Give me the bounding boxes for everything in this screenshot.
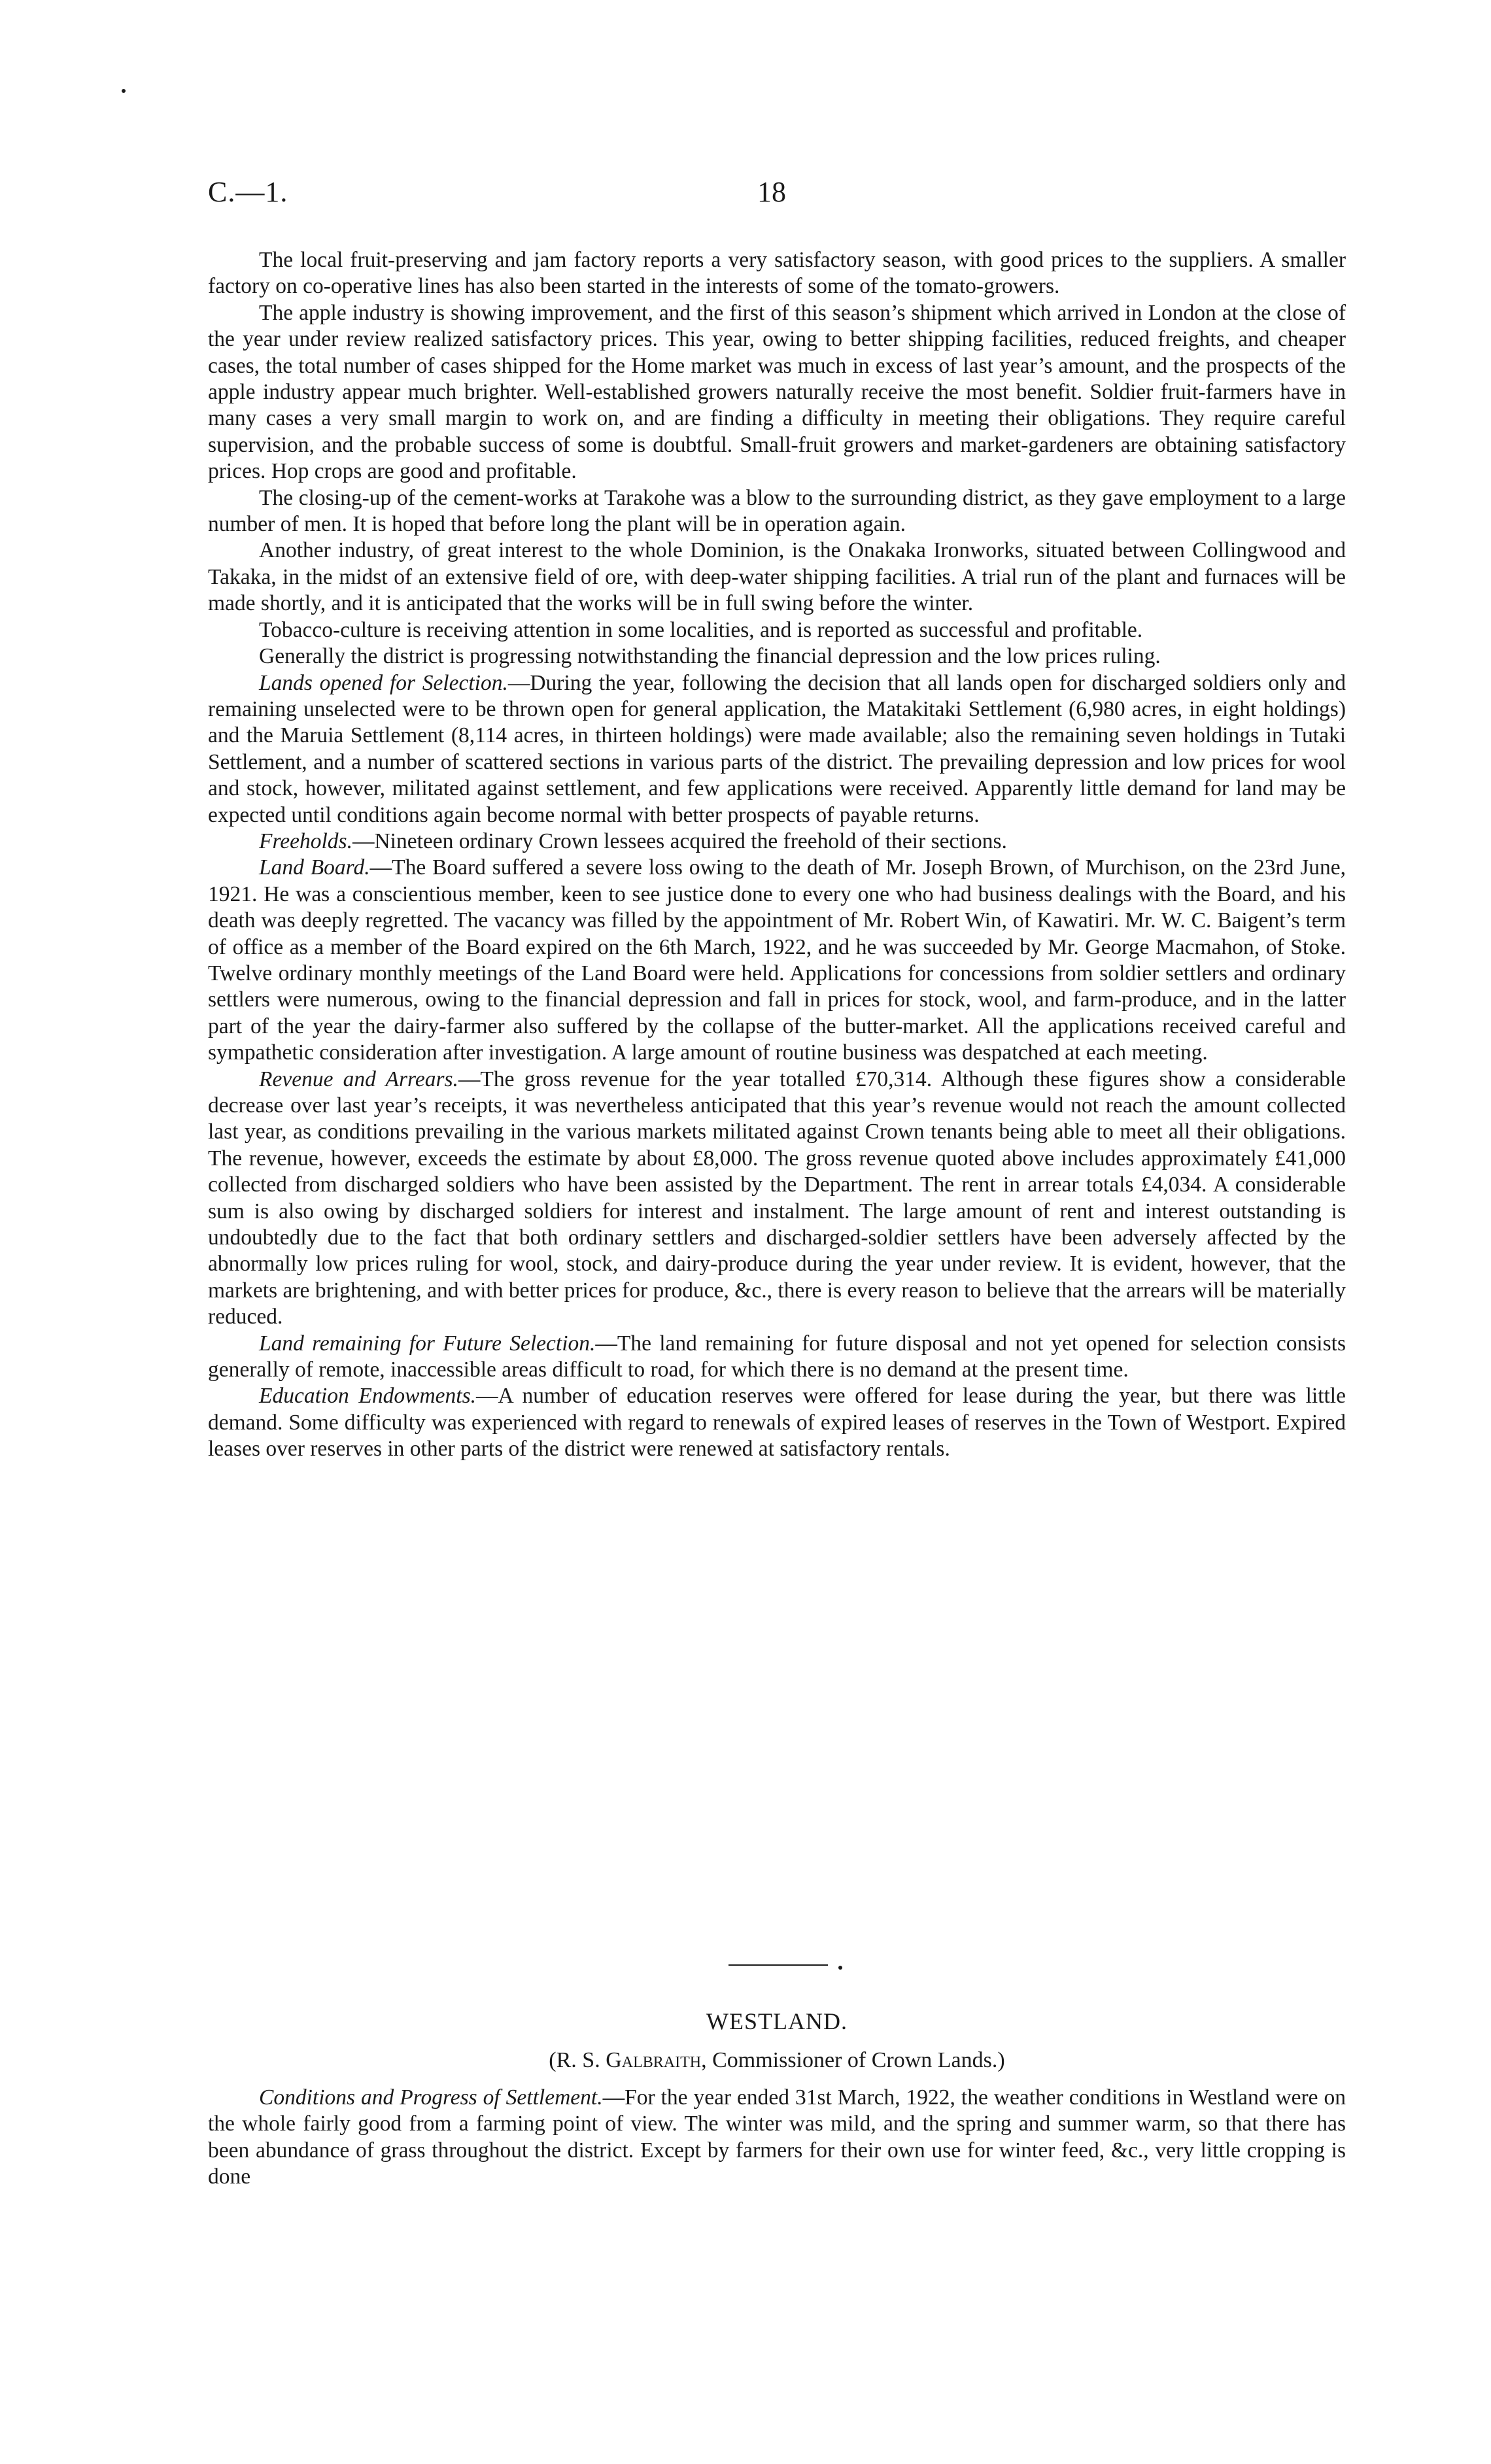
paragraph-ironworks: Another industry, of great interest to the whole Dominion, is the Onakaka Ironworks, situated between Collingwood and Takaka, in the midst of an extensive field of ore, with deep-water shipping facilities. A trial run of the plant and furnaces will be made shortly, and it is anticipated that the works will be in full swing before the winter. [208, 538, 1346, 616]
section-title-westland: WESTLAND. [706, 2008, 848, 2034]
paragraph-lead: Revenue and Arrears. [259, 1067, 458, 1091]
paragraph-lead: Land remaining for Future Selection. [259, 1331, 596, 1356]
paragraph-lead: Education Endowments. [259, 1384, 476, 1409]
page-header [208, 175, 1346, 221]
paragraph-fruit-preserving: The local fruit-preserving and jam factory reports a very satisfactory season, with good prices to the suppliers. A smaller factory on co-operative lines has also been started in the interests of some of the tomato-growers. [208, 248, 1346, 299]
paragraph-lead: Land Board. [259, 855, 370, 880]
paragraph-revenue-arrears: Revenue and Arrears.—The gross revenue for the year totalled £70,314. Although these figures show a considerable decrease over last year’s receipts, it was nevertheless anticipated that this year’s revenue would not reach the amount collected last year, as conditions prevailing in the various markets militated against Crown tenants being able to meet all their obligations. The revenue, however, exceeds the estimate by about £8,000. The gross revenue quoted above includes approximately £41,000 collected from discharged soldiers who have been assisted by the Department. The rent in arrear totals £4,034. A considerable sum is also owing by discharged soldiers for interest and instalment. The large amount of rent and interest outstanding is undoubtedly due to the fact that both ordinary settlers and discharged-soldier settlers have been adversely affected by the abnormally low prices ruling for wool, stock, and dairy-produce during the year under review. It is evident, however, that the markets are brightening, and with better prices for produce, &c., there is every reason to believe that the arrears will be materially reduced. [208, 1067, 1346, 1329]
paragraph-lead: Freeholds. [259, 829, 352, 853]
paragraph-land-board: Land Board.—The Board suffered a severe loss owing to the death of Mr. Joseph Brown, of Murchison, on the 23rd June, 1921. He was a conscientious member, keen to see justice done to every one who had business dealings with the Board, and his death was deeply regretted. The vacancy was filled by the appointment of Mr. Robert Win, of Kawatiri. Mr. W. C. Baigent’s term of office as a member of the Board expired on the 6th March, 1922, and he was succeeded by Mr. George Macmahon, of Stoke. Twelve ordinary monthly meetings of the Land Board were held. Applications for concessions from soldier settlers and ordinary settlers were numerous, owing to the financial depression and fall in prices for stock, wool, and farm-produce, and in the latter part of the year the dairy-farmer also suffered by the collapse of the butter-market. All the applications received careful and sympathetic consideration after investigation. A large amount of routine business was despatched at each meeting. [208, 855, 1346, 1065]
paragraph-lead: Lands opened for Selection. [259, 670, 508, 695]
paragraph-district-progress: Generally the district is progressing notwithstanding the financial depression and the low prices ruling. [259, 644, 1161, 669]
paragraph-freeholds: Freeholds.—Nineteen ordinary Crown lessees acquired the freehold of their sections. [259, 829, 1007, 853]
page-number: 18 [757, 176, 786, 208]
paragraph-education-endowments: Education Endowments.—A number of education reserves were offered for lease during the year, but there was little demand. Some difficulty was experienced with regard to renewals of expired leases of reserves in the Town of Westport. Expired leases over reserves in other parts of the district were renewed at satisfactory rentals. [208, 1384, 1346, 1462]
divider-rule [728, 1964, 828, 1966]
scan-speck [122, 89, 126, 93]
paragraph-lead: Conditions and Progress of Settlement. [259, 2085, 603, 2110]
divider-dot [838, 1966, 842, 1970]
paragraph-future-selection: Land remaining for Future Selection.—The land remaining for future disposal and not yet opened for selection consists generally of remote, inaccessible areas difficult to road, for which there is no demand at the present time. [208, 1331, 1346, 1382]
section-divider [0, 1959, 1491, 1972]
commissioner-line: (R. S. Galbraith, Commissioner of Crown Lands.) [549, 2048, 1005, 2072]
document-reference: C.—1. [208, 176, 288, 208]
commissioner-name: R. S. Galbraith [556, 2048, 702, 2072]
westland-section-body [208, 2085, 1346, 2191]
paragraph-lands-opened: Lands opened for Selection.—During the year, following the decision that all lands open for discharged soldiers only and remaining unselected were to be thrown open for general application, the Matakitaki Settlement (6,980 acres, in eight holdings) and the Maruia Settlement (8,114 acres, in thirteen holdings) were made available; also the remaining seven holdings in Tutaki Settlement, and a number of scattered sections in various parts of the district. The prevailing depression and low prices for wool and stock, however, militated against settlement, and few applications were received. Apparently little demand for land may be expected until conditions again become normal with better prospects of payable returns. [208, 670, 1346, 827]
paragraph-cement-works: The closing-up of the cement-works at Tarakohe was a blow to the surrounding district, as they gave employment to a large number of men. It is hoped that before long the plant will be in operation again. [208, 485, 1346, 537]
paragraph-apple-industry: The apple industry is showing improvement, and the first of this season’s shipment which arrived in London at the close of the year under review realized satisfactory prices. This year, owing to better shipping facilities, reduced freights, and cheaper cases, the total number of cases shipped for the Home market was much in excess of last year’s amount, and the prospects of the apple industry appear much brighter. Well-established growers naturally receive the most benefit. Soldier fruit-farmers have in many cases a very small margin to work on, and are finding a difficulty in meeting their obligations. They require careful supervision, and the probable success of some is doubtful. Small-fruit growers and market-gardeners are obtaining satisfactory prices. Hop crops are good and profitable. [208, 300, 1346, 484]
paragraph-conditions-progress: Conditions and Progress of Settlement.—For the year ended 31st March, 1922, the weather conditions in Westland were on the whole fairly good from a farming point of view. The winter was mild, and the spring and summer warm, so that there has been abundance of grass throughout the district. Except by farmers for their own use for winter feed, &c., very little cropping is done [208, 2085, 1346, 2189]
nelson-section-body [208, 247, 1346, 1463]
paragraph-tobacco: Tobacco-culture is receiving attention in some localities, and is reported as successful and profitable. [259, 617, 1143, 642]
